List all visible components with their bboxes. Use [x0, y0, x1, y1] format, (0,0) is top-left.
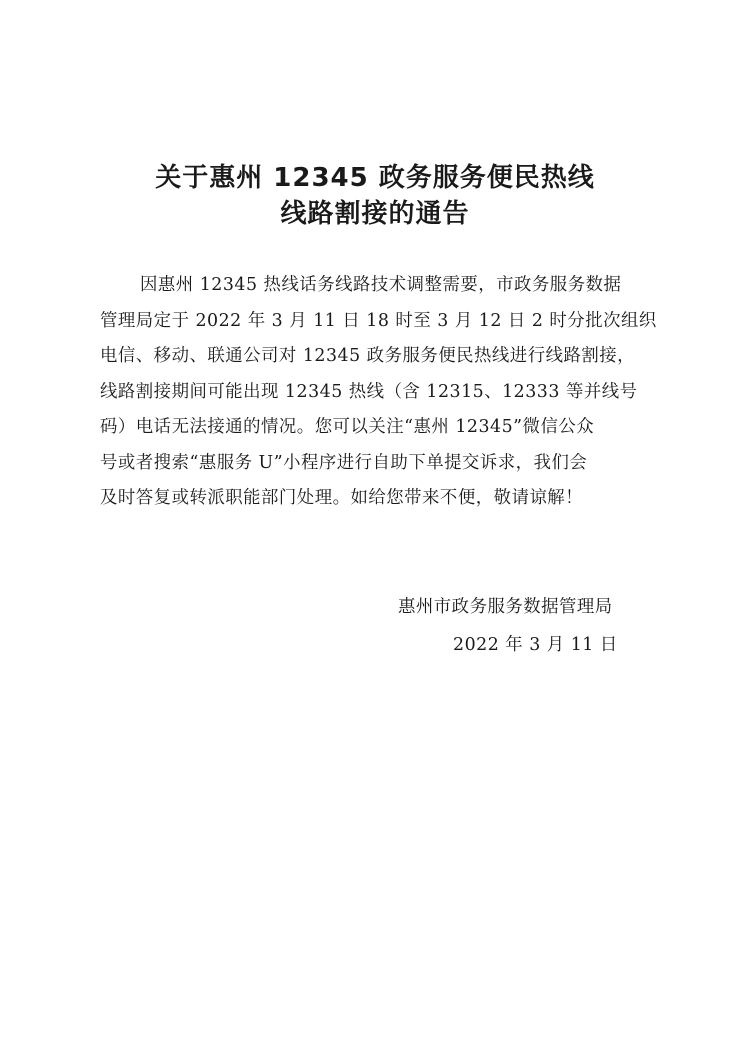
signature-block [380, 588, 680, 664]
title-line-2: 线路割接的通告 [280, 199, 470, 229]
title-line-1: 关于惠州 12345 政务服务便民热线 [155, 163, 595, 193]
signature-org: 惠州市政务服务数据管理局 [398, 597, 613, 617]
signature-date: 2022 年 3 月 11 日 [453, 635, 618, 655]
notice-title [0, 160, 750, 232]
body-line-7: 及时答复或转派职能部门处理。如给您带来不便，敬请谅解！ [100, 488, 584, 508]
body-line-6: 号或者搜索“惠服务 U”小程序进行自助下单提交诉求，我们会 [100, 452, 588, 473]
body-line-3: 电信、移动、联通公司对 12345 政务服务便民热线进行线路割接， [100, 346, 636, 366]
body-line-2: 管理局定于 2022 年 3 月 11 日 18 时至 3 月 12 日 2 时分批次组织 [100, 310, 657, 331]
body-line-1: 因惠州 12345 热线话务线路技术调整需要，市政务服务数据 [140, 275, 622, 295]
body-line-5: 码）电话无法接通的情况。您可以关注“惠州 12345”微信公众 [100, 417, 595, 437]
body-line-4: 线路割接期间可能出现 12345 热线（含 12315、12333 等并线号 [100, 381, 638, 402]
notice-body [100, 268, 665, 517]
